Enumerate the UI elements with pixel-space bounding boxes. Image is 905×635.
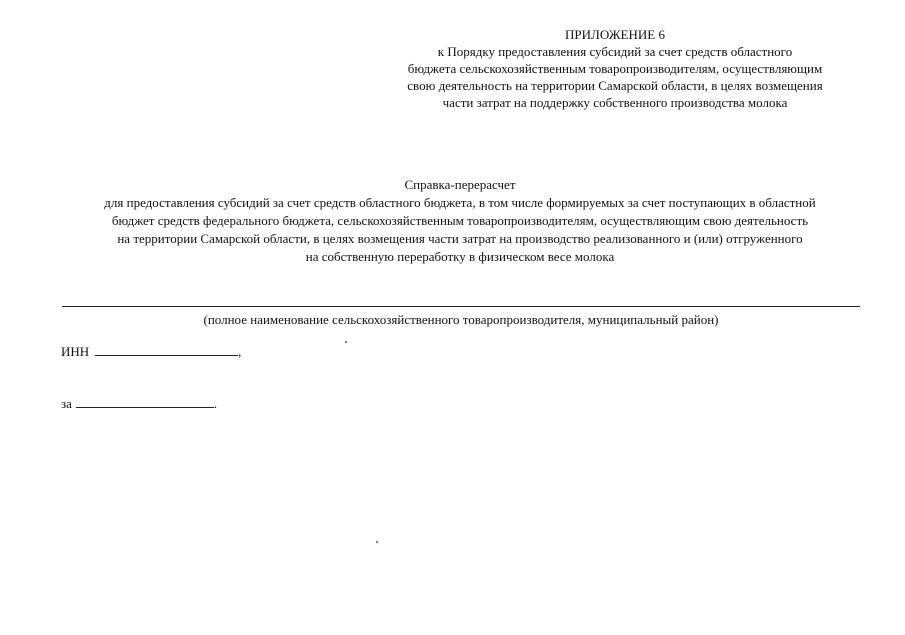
scan-speck <box>376 541 378 543</box>
appendix-line: части затрат на поддержку собственного производства молока <box>442 95 788 110</box>
appendix-title: ПРИЛОЖЕНИЕ 6 <box>565 27 665 42</box>
appendix-header <box>360 26 870 111</box>
certificate-line: на территории Самарской области, в целях возмещения части затрат на производство реализованного и (или) отгруженного <box>117 231 803 246</box>
appendix-line: свою деятельность на территории Самарской области, в целях возмещения <box>407 78 823 93</box>
inn-row <box>61 343 241 360</box>
scan-speck <box>345 341 347 343</box>
inn-suffix: , <box>238 344 242 359</box>
period-row <box>61 395 217 412</box>
period-suffix: . <box>213 396 218 411</box>
certificate-title: Справка-перерасчет <box>404 177 516 192</box>
appendix-line: к Порядку предоставления субсидий за счет средств областного <box>437 44 793 59</box>
period-blank <box>76 395 214 408</box>
certificate-heading <box>40 176 880 266</box>
certificate-line: для предоставления субсидий за счет средств областного бюджета, в том числе формируемых за счет поступающих в областной <box>104 195 816 210</box>
certificate-line: бюджет средств федерального бюджета, сельскохозяйственным товаропроизводителям, осуществляющим свою деятельность <box>111 213 809 228</box>
producer-name-blank <box>62 306 860 307</box>
certificate-line: на собственную переработку в физическом весе молока <box>305 249 615 264</box>
appendix-line: бюджета сельскохозяйственным товаропроизводителям, осуществляющим <box>407 61 823 76</box>
inn-blank <box>95 343 238 356</box>
producer-caption: (полное наименование сельскохозяйственного товаропроизводителя, муниципальный район) <box>203 312 719 327</box>
period-label: за <box>61 396 72 411</box>
inn-label: ИНН <box>61 344 90 359</box>
